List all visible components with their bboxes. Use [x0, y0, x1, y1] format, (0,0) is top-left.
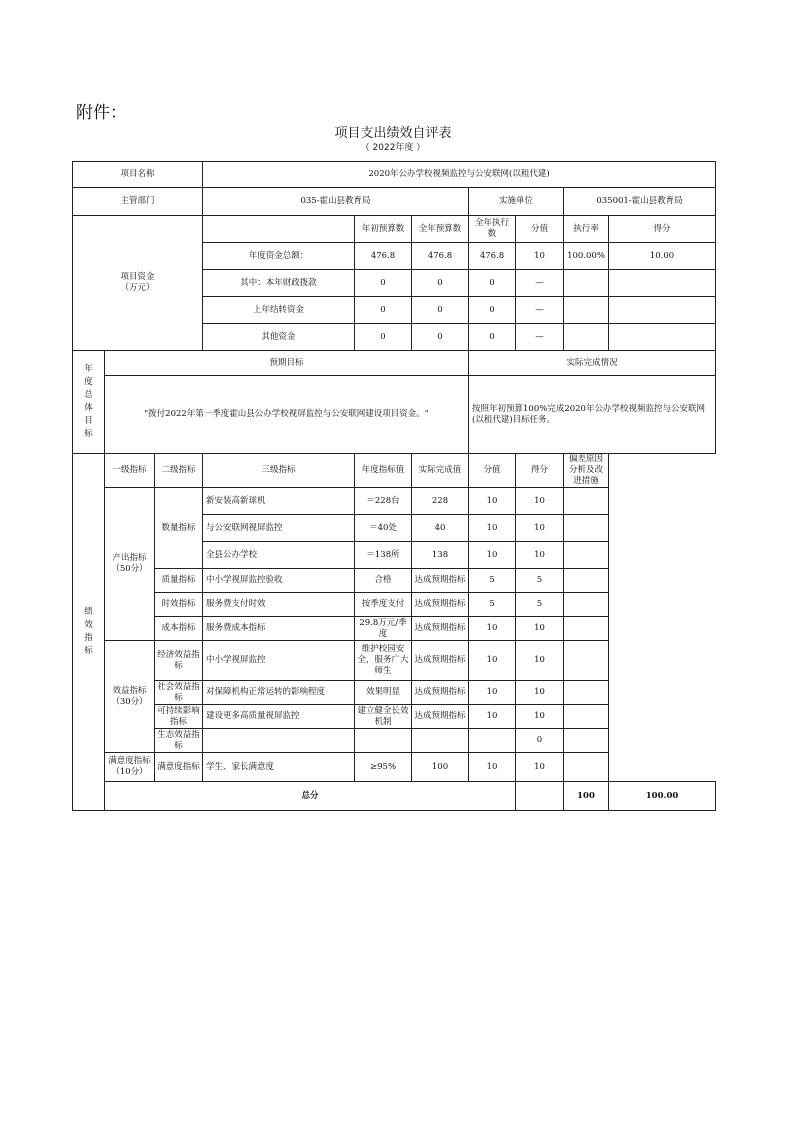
funds-rate — [564, 324, 609, 351]
project-name: 2020年公办学校视频监控与公安联网(以租代建) — [203, 162, 716, 188]
indicator-row — [73, 753, 716, 782]
indicators-side-label — [73, 454, 105, 811]
dept-value: 035-霍山县教育局 — [203, 188, 469, 216]
indicator-row — [73, 488, 716, 515]
indicator-score: 10 — [516, 753, 564, 782]
indicator-score: 10 — [516, 542, 564, 569]
indicator-note — [564, 593, 609, 617]
page-title: 项目支出绩效自评表 — [334, 126, 452, 141]
funds-row-label: 其中：本年财政拨款 — [203, 270, 355, 297]
indicator-value: 10 — [469, 617, 516, 641]
indicator-score: 10 — [516, 488, 564, 515]
indicator-value: 10 — [469, 753, 516, 782]
indicator-actual: 达成预期指标 — [412, 641, 469, 681]
indicator-target: 29.8万元/季度 — [355, 617, 412, 641]
indicator-l2: 质量指标 — [155, 569, 203, 593]
indicator-target — [355, 729, 412, 753]
funds-rate — [564, 297, 609, 324]
funds-score — [609, 297, 716, 324]
funds-rate: 100.00% — [564, 243, 609, 270]
funds-row-label: 年度资金总额： — [203, 243, 355, 270]
total-label: 总分 — [105, 782, 516, 811]
indicator-note — [564, 705, 609, 729]
funds-full: 476.8 — [412, 243, 469, 270]
indicator-target: 合格 — [355, 569, 412, 593]
indicator-actual: 达成预期指标 — [412, 681, 469, 705]
funds-score-value: 10 — [516, 243, 564, 270]
indicator-note — [564, 681, 609, 705]
indicator-target: 效果明显 — [355, 681, 412, 705]
indicator-target: 按季度支付 — [355, 593, 412, 617]
indicator-actual: 达成预期指标 — [412, 705, 469, 729]
funds-header: 年初预算数 — [355, 216, 412, 243]
indicator-value: 10 — [469, 542, 516, 569]
indicator-header: 实际完成值 — [412, 454, 469, 488]
funds-init: 476.8 — [355, 243, 412, 270]
indicator-value: 5 — [469, 569, 516, 593]
funds-label — [73, 216, 203, 351]
indicator-header: 三级指标 — [203, 454, 355, 488]
indicator-l3: 新安装高新球机 — [203, 488, 355, 515]
indicator-l3: 全县公办学校 — [203, 542, 355, 569]
indicator-actual — [412, 729, 469, 753]
funds-score-value: — — [516, 297, 564, 324]
indicator-actual: 40 — [412, 515, 469, 542]
indicator-note — [564, 641, 609, 681]
attachment-label: 附件： — [76, 103, 127, 123]
satisfaction-indicator-label: 满意度指标（10分） — [105, 753, 155, 782]
funds-init: 0 — [355, 270, 412, 297]
expected-header: 预期目标 — [105, 351, 469, 376]
indicator-target: ≥95% — [355, 753, 412, 782]
output-indicator-label: 产出指标（50分） — [105, 488, 155, 641]
expected-goal: "拨付2022年第一季度霍山县公办学校视屏监控与公安联网建设项目资金。" — [105, 376, 469, 454]
funds-header: 得分 — [609, 216, 716, 243]
indicator-note — [564, 729, 609, 753]
indicator-l3: 服务费成本指标 — [203, 617, 355, 641]
actual-goal: 按照年初预算100%完成2020年公办学校视频监控与公安联网(以租代建)目标任务。 — [469, 376, 716, 454]
indicator-actual: 100 — [412, 753, 469, 782]
indicator-score: 10 — [516, 617, 564, 641]
impl-value: 035001-霍山县教育局 — [564, 188, 716, 216]
indicator-note — [564, 569, 609, 593]
funds-full: 0 — [412, 270, 469, 297]
funds-init: 0 — [355, 297, 412, 324]
funds-exec: 476.8 — [469, 243, 516, 270]
indicator-l2: 成本指标 — [155, 617, 203, 641]
funds-exec: 0 — [469, 297, 516, 324]
project-name-label: 项目名称 — [73, 162, 203, 188]
funds-label-line1: 项目资金 — [120, 272, 155, 282]
indicator-l2: 时效指标 — [155, 593, 203, 617]
indicator-target: ＝228台 — [355, 488, 412, 515]
indicator-row — [73, 617, 716, 641]
funds-header: 执行率 — [564, 216, 609, 243]
indicator-row — [73, 593, 716, 617]
funds-rate — [564, 270, 609, 297]
funds-score: 10.00 — [609, 243, 716, 270]
indicator-value: 10 — [469, 488, 516, 515]
indicator-header: 年度指标值 — [355, 454, 412, 488]
indicator-row — [73, 641, 716, 681]
indicator-row — [73, 705, 716, 729]
indicator-header: 一级指标 — [105, 454, 155, 488]
quantity-indicator-label: 数量指标 — [155, 488, 203, 569]
goals-side-text: 年度总体目标 — [84, 364, 93, 439]
indicator-target: ＝138所 — [355, 542, 412, 569]
indicator-l2: 社会效益指标 — [155, 681, 203, 705]
indicator-row — [73, 681, 716, 705]
indicator-l2: 经济效益指标 — [155, 641, 203, 681]
indicator-l2: 可持续影响指标 — [155, 705, 203, 729]
indicator-header: 分值 — [469, 454, 516, 488]
indicator-l3: 中小学视屏监控 — [203, 641, 355, 681]
funds-header: 分值 — [516, 216, 564, 243]
indicator-l3: 服务费支付时效 — [203, 593, 355, 617]
indicator-header: 得分 — [516, 454, 564, 488]
indicator-l2: 满意度指标 — [155, 753, 203, 782]
self-evaluation-table — [72, 161, 716, 811]
indicator-actual: 达成预期指标 — [412, 593, 469, 617]
funds-full: 0 — [412, 297, 469, 324]
indicator-value — [469, 729, 516, 753]
indicators-side-text: 绩效指标 — [84, 607, 93, 656]
indicator-row — [73, 569, 716, 593]
funds-label-line2: （万元） — [120, 283, 155, 293]
total-score: 100.00 — [609, 782, 716, 811]
indicator-score: 5 — [516, 569, 564, 593]
indicator-header: 二级指标 — [155, 454, 203, 488]
funds-score-value: — — [516, 324, 564, 351]
funds-row-label: 其他资金 — [203, 324, 355, 351]
funds-score — [609, 270, 716, 297]
indicator-score: 5 — [516, 593, 564, 617]
indicator-note — [564, 753, 609, 782]
indicator-target: ＝40处 — [355, 515, 412, 542]
funds-header: 全年预算数 — [412, 216, 469, 243]
funds-score — [609, 324, 716, 351]
actual-header: 实际完成情况 — [469, 351, 716, 376]
indicator-l3: 建设更多高质量视屏监控 — [203, 705, 355, 729]
total-blank — [516, 782, 564, 811]
impl-label: 实施单位 — [469, 188, 564, 216]
indicator-l3: 与公安联网视屏监控 — [203, 515, 355, 542]
benefit-indicator-label: 效益指标（30分） — [105, 641, 155, 753]
indicator-value: 10 — [469, 681, 516, 705]
indicator-l3: 中小学视屏监控验收 — [203, 569, 355, 593]
funds-full: 0 — [412, 324, 469, 351]
indicator-score: 0 — [516, 729, 564, 753]
indicator-target: 建立健全长效机制 — [355, 705, 412, 729]
indicator-value: 10 — [469, 641, 516, 681]
indicator-actual: 达成预期指标 — [412, 617, 469, 641]
indicator-note — [564, 488, 609, 515]
indicator-target: 维护校园安全，服务广大师生 — [355, 641, 412, 681]
total-value: 100 — [564, 782, 609, 811]
funds-header: 全年执行数 — [469, 216, 516, 243]
indicator-actual: 138 — [412, 542, 469, 569]
indicator-note — [564, 515, 609, 542]
indicator-value: 10 — [469, 705, 516, 729]
funds-exec: 0 — [469, 270, 516, 297]
year-label: （ 2022年度 ） — [360, 143, 426, 153]
indicator-l3 — [203, 729, 355, 753]
indicator-score: 10 — [516, 641, 564, 681]
goals-side-label — [73, 351, 105, 454]
total-row — [73, 782, 716, 811]
indicator-header: 偏差原因分析及改进措施 — [564, 454, 609, 488]
indicator-score: 10 — [516, 681, 564, 705]
indicator-actual: 228 — [412, 488, 469, 515]
indicator-actual: 达成预期指标 — [412, 569, 469, 593]
funds-row-label: 上年结转资金 — [203, 297, 355, 324]
indicator-value: 10 — [469, 515, 516, 542]
indicator-note — [564, 617, 609, 641]
indicator-score: 10 — [516, 705, 564, 729]
dept-label: 主管部门 — [73, 188, 203, 216]
indicator-l2: 生态效益指标 — [155, 729, 203, 753]
indicator-value: 5 — [469, 593, 516, 617]
indicator-note — [564, 542, 609, 569]
funds-exec: 0 — [469, 324, 516, 351]
funds-score-value: — — [516, 270, 564, 297]
funds-header-blank — [203, 216, 355, 243]
indicator-l3: 学生、家长满意度 — [203, 753, 355, 782]
indicator-row — [73, 729, 716, 753]
funds-init: 0 — [355, 324, 412, 351]
indicator-score: 10 — [516, 515, 564, 542]
indicator-l3: 对保障机构正常运转的影响程度 — [203, 681, 355, 705]
